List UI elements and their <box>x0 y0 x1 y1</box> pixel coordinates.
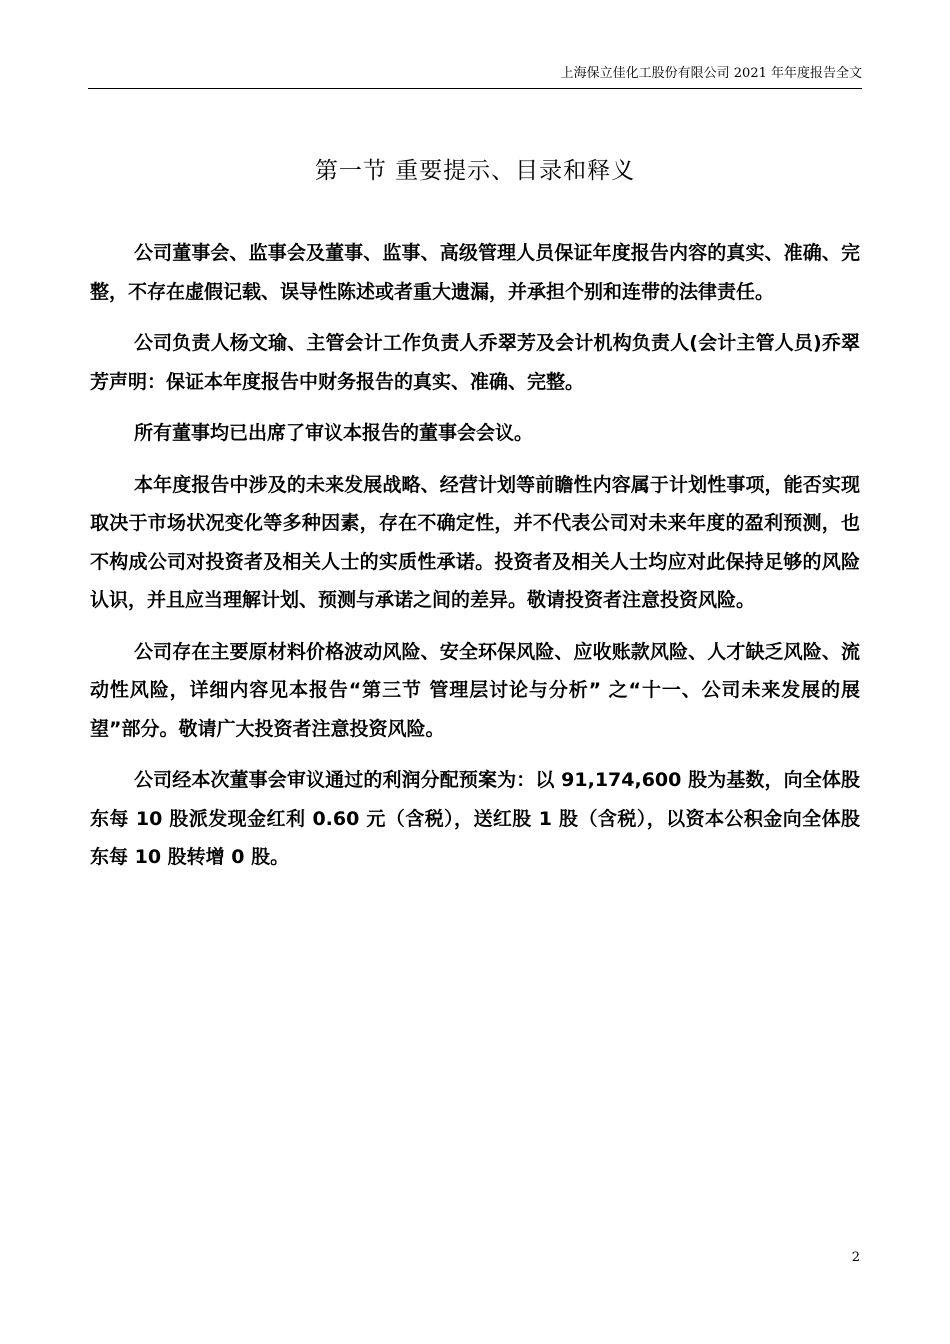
paragraph-directors-attendance: 所有董事均已出席了审议本报告的董事会会议。 <box>134 422 534 444</box>
paragraph-profit-distribution: 公司经本次董事会审议通过的利润分配预案为：以 91,174,600 股为基数，向全体股东每 10 股派发现金红利 0.60 元（含税），送红股 1 股（含税），以资本公积金向全体股东每 10 股转增 0 股。 <box>90 769 860 868</box>
section-title: 第一节 重要提示、目录和释义 <box>314 158 636 184</box>
paragraph-risk-factors: 公司存在主要原材料价格波动风险、安全环保风险、应收账款风险、人才缺乏风险、流动性风险，详细内容见本报告“第三节 管理层讨论与分析” 之“十一、公司未来发展的展望”部分。敬请广大投资者注意投资风险。 <box>90 640 860 740</box>
paragraph-forward-looking: 本年度报告中涉及的未来发展战略、经营计划等前瞻性内容属于计划性事项，能否实现取决于市场状况变化等多种因素，存在不确定性，并不代表公司对未来年度的盈利预测，也不构成公司对投资者及相关人士的实质性承诺。投资者及相关人士均应对此保持足够的风险认识，并且应当理解计划、预测与承诺之间的差异。敬请投资者注意投资风险。 <box>90 473 860 611</box>
paragraph-responsible-persons: 公司负责人杨文瑜、主管会计工作负责人乔翠芳及会计机构负责人(会计主管人员)乔翠芳声明：保证本年度报告中财务报告的真实、准确、完整。 <box>90 332 860 393</box>
body-text <box>90 234 860 890</box>
page-number: 2 <box>851 1250 860 1265</box>
running-header: 上海保立佳化工股份有限公司 2021 年年度报告全文 <box>560 66 862 81</box>
header-divider <box>88 88 862 89</box>
paragraph-board-guarantee: 公司董事会、监事会及董事、监事、高级管理人员保证年度报告内容的真实、准确、完整，不存在虚假记载、误导性陈述或者重大遗漏，并承担个别和连带的法律责任。 <box>90 242 860 303</box>
